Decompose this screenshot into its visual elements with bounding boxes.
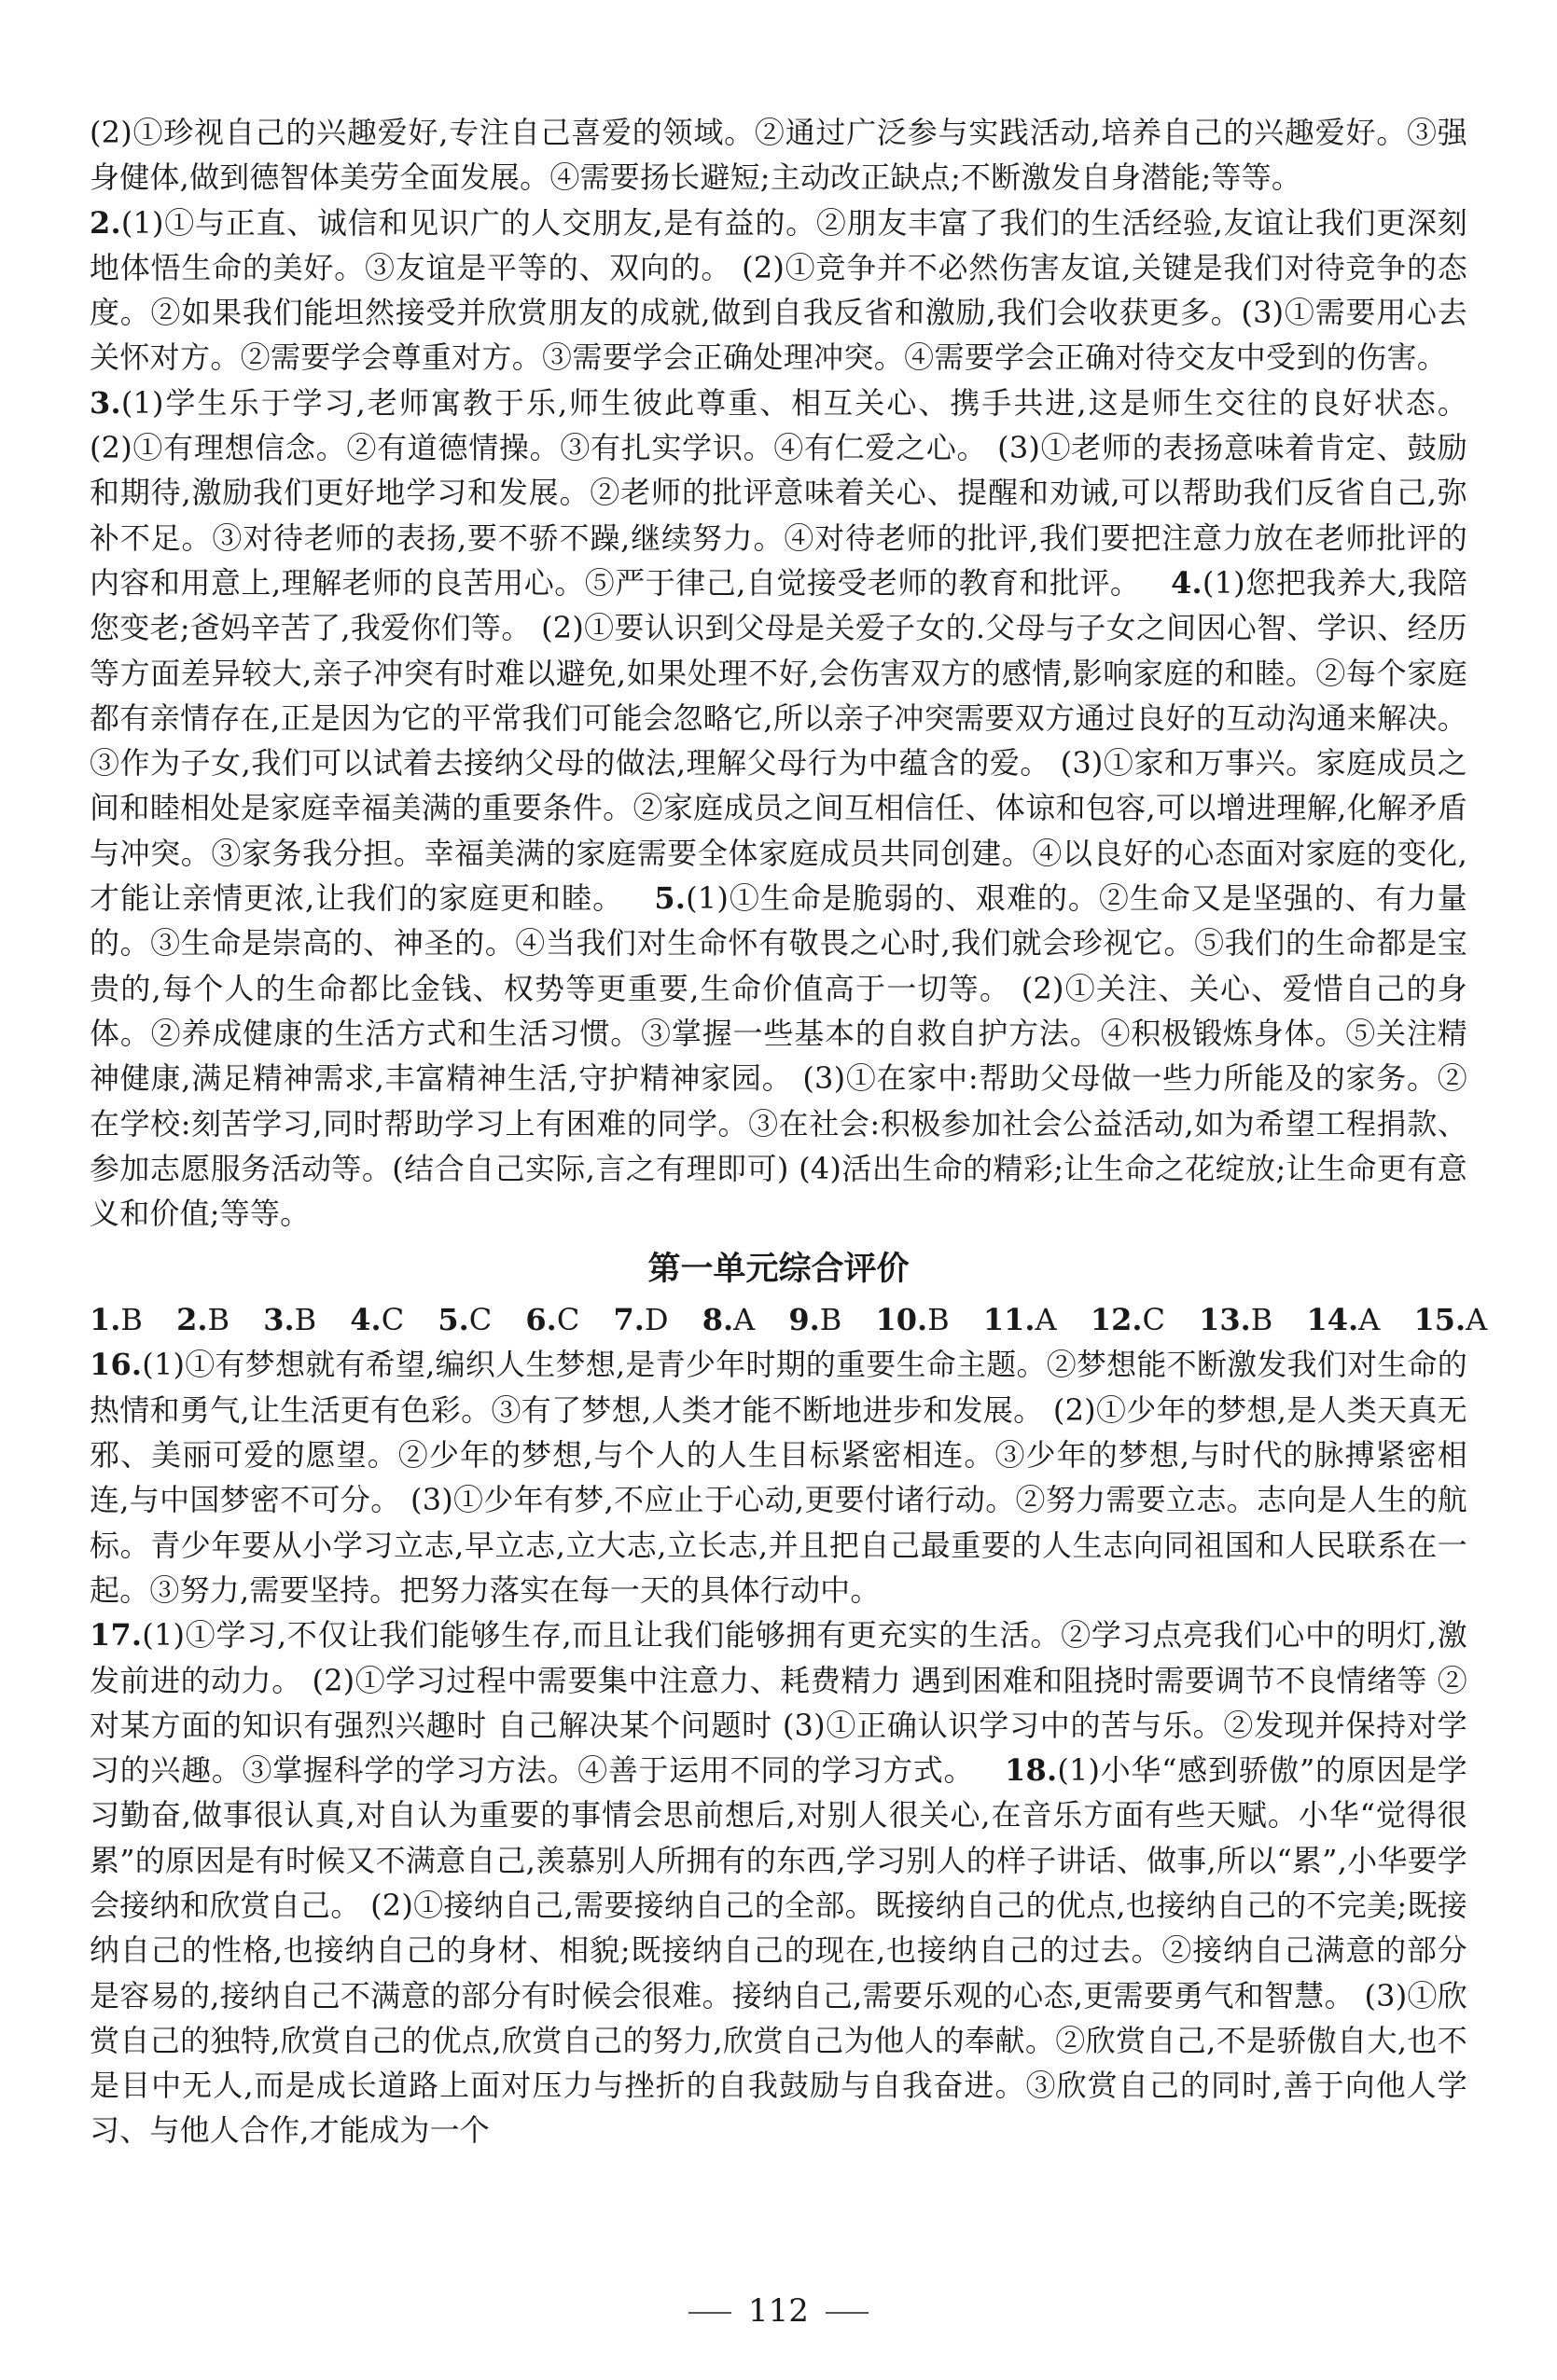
choice-answer: 4.C — [350, 1302, 405, 1338]
answer-text: (1)小华“感到骄傲”的原因是学习勤奋,做事很认真,对自认为重要的事情会思前想后,对别人很关心,在音乐方面有些天赋。小华“觉得很累”的原因是有时候又不满意自己,羡慕别人所拥有的东西,学习别人的样子讲话、做事,所以“累”,小华要学会接纳和欣赏自己。 (2)①接纳自己,需要接纳自己的全部。既接纳自己的优点,也接纳自己的不完美;既接纳自己的性格,也接纳自己的身材、相貌;既接纳自己的现在,也接纳自己的过去。②接纳自己满意的部分是容易的,接纳自己不满意的部分有时候会很难。接纳自己,需要乐观的心态,更需要勇气和智慧。 (3)①欣赏自己的独特,欣赏自己的优点,欣赏自己的努力,欣赏自己为他人的奉献。②欣赏自己,不是骄傲自大,也不是目中无人,而是成长道路上面对压力与挫折的自我鼓励与自我奋进。③欣赏自己的同时,善于向他人学习、与他人合作,才能成为一个 — [90, 1752, 1467, 2149]
choice-answer: 11.A — [982, 1302, 1057, 1338]
question-number: 5. — [654, 880, 687, 917]
choice-answer: 5.C — [438, 1302, 493, 1338]
answer-text: (1)①与正直、诚信和见识广的人交朋友,是有益的。②朋友丰富了我们的生活经验,友谊让我们更深刻地体悟生命的美好。③友谊是平等的、双向的。 (2)①竞争并不必然伤害友谊,关键是我们对待竞争的态度。②如果我们能坦然接受并欣赏朋友的成就,做到自我反省和激励,我们会收获更多。(3)①需要用心去关怀对方。②需要学会尊重对方。③需要学会正确处理冲突。④需要学会正确对待交友中受到的伤害。 — [90, 204, 1467, 376]
choice-answer: 10.B — [875, 1302, 950, 1338]
answer-text: (1)①学习,不仅让我们能够生存,而且让我们能够拥有更充实的生活。②学习点亮我们心中的明灯,激发前进的动力。 (2)①学习过程中需要集中注意力、耗费精力 遇到困难和阻挠时需要调节不良情绪等 ②对某方面的知识有强烈兴趣时 自己解决某个问题时 (3)①正确认识学习中的苦与乐。②发现并保持对学习的兴趣。③掌握科学的学习方法。④善于运用不同的学习方式。 — [90, 1617, 1467, 1789]
page-footer — [0, 2292, 1557, 2330]
footer-dash-right — [826, 2312, 869, 2314]
answer-17-18 — [90, 1612, 1467, 2153]
question-number: 18. — [1005, 1752, 1058, 1789]
footer-dash-left — [688, 2312, 731, 2314]
choice-answer: 2.B — [176, 1302, 230, 1338]
choice-answer: 13.B — [1199, 1302, 1273, 1338]
choice-answer: 14.A — [1306, 1302, 1381, 1338]
answer-1-part2: (2)①珍视自己的兴趣爱好,专注自己喜爱的领域。②通过广泛参与实践活动,培养自己的兴趣爱好。③强身健体,做到德智体美劳全面发展。④需要扬长避短;主动改正缺点;不断激发自身潜能;等等。 — [90, 115, 1467, 196]
answer-text: (1)您把我养大,我陪您变老;爸妈辛苦了,我爱你们等。 (2)①要认识到父母是关爱子女的.父母与子女之间因心智、学识、经历等方面差异较大,亲子冲突有时难以避免,如果处理不好,会伤害双方的感情,影响家庭的和睦。②每个家庭都有亲情存在,正是因为它的平常我们可能会忽略它,所以亲子冲突需要双方通过良好的互动沟通来解决。③作为子女,我们可以试着去接纳父母的做法,理解父母行为中蕴含的爱。 (3)①家和万事兴。家庭成员之间和睦相处是家庭幸福美满的重要条件。②家庭成员之间互相信任、体谅和包容,可以增进理解,化解矛盾与冲突。③家务我分担。幸福美满的家庭需要全体家庭成员共同创建。④以良好的心态面对家庭的变化,才能让亲情更浓,让我们的家庭更和睦。 — [90, 564, 1468, 917]
choice-answer: 6.C — [525, 1302, 580, 1338]
choice-answer: 15.A — [1413, 1302, 1488, 1338]
question-number: 16. — [90, 1347, 143, 1383]
question-number: 2. — [90, 204, 121, 241]
page-number: 112 — [748, 2292, 809, 2330]
section-title: 第一单元综合评价 — [647, 1250, 910, 1289]
choice-answer: 8.A — [702, 1302, 756, 1338]
question-number: 17. — [90, 1617, 143, 1654]
answer-16 — [90, 1342, 1467, 1612]
question-number: 3. — [90, 384, 121, 421]
answer-text: (1)①有梦想就有希望,编织人生梦想,是青少年时期的重要生命主题。②梦想能不断激发我们对生命的热情和勇气,让生活更有色彩。③有了梦想,人类才能不断地进步和发展。 (2)①少年的梦想,是人类天真无邪、美丽可爱的愿望。②少年的梦想,与个人的人生目标紧密相连。③少年的梦想,与时代的脉搏紧密相连,与中国梦密不可分。 (3)①少年有梦,不应止于心动,更要付诸行动。②努力需要立志。志向是人生的航标。青少年要从小学习立志,早立志,立大志,立长志,并且把自己最重要的人生志向同祖国和人民联系在一起。③努力,需要坚持。把努力落实在每一天的具体行动中。 — [90, 1347, 1467, 1608]
choice-answer: 12.C — [1090, 1302, 1165, 1338]
answer-text: (1)学生乐于学习,老师寓教于乐,师生彼此尊重、相互关心、携手共进,这是师生交往的良好状态。 (2)①有理想信念。②有道德情操。③有扎实学识。④有仁爱之心。 (3)①老师的表扬意味着肯定、鼓励和期待,激励我们更好地学习和发展。②老师的批评意味着关心、提醒和劝诫,可以帮助我们反省自己,弥补不足。③对待老师的表扬,要不骄不躁,继续努力。④对待老师的批评,我们要把注意力放在老师批评的内容和用意上,理解老师的良苦用心。⑤严于律己,自觉接受老师的教育和批评。 — [90, 384, 1467, 601]
choice-answer: 7.D — [613, 1302, 669, 1338]
choice-answers-row — [90, 1297, 1488, 1342]
choice-answer: 3.B — [263, 1302, 317, 1338]
answer-block-top — [90, 110, 1467, 1236]
choice-answer: 9.B — [788, 1302, 842, 1338]
choice-answer: 1.B — [90, 1302, 143, 1338]
question-number: 4. — [1171, 564, 1203, 601]
answer-text: (1)①生命是脆弱的、艰难的。②生命又是坚强的、有力量的。③生命是崇高的、神圣的。④当我们对生命怀有敬畏之心时,我们就会珍视它。⑤我们的生命都是宝贵的,每个人的生命都比金钱、权势等更重要,生命价值高于一切等。 (2)①关注、关心、爱惜自己的身体。②养成健康的生活方式和生活习惯。③掌握一些基本的自救自护方法。④积极锻炼身体。⑤关注精神健康,满足精神需求,丰富精神生活,守护精神家园。 (3)①在家中:帮助父母做一些力所能及的家务。②在学校:刻苦学习,同时帮助学习上有困难的同学。③在社会:积极参加社会公益活动,如为希望工程捐款、参加志愿服务活动等。(结合自己实际,言之有理即可) (4)活出生命的精彩;让生命之花绽放;让生命更有意义和价值;等等。 — [90, 880, 1467, 1232]
